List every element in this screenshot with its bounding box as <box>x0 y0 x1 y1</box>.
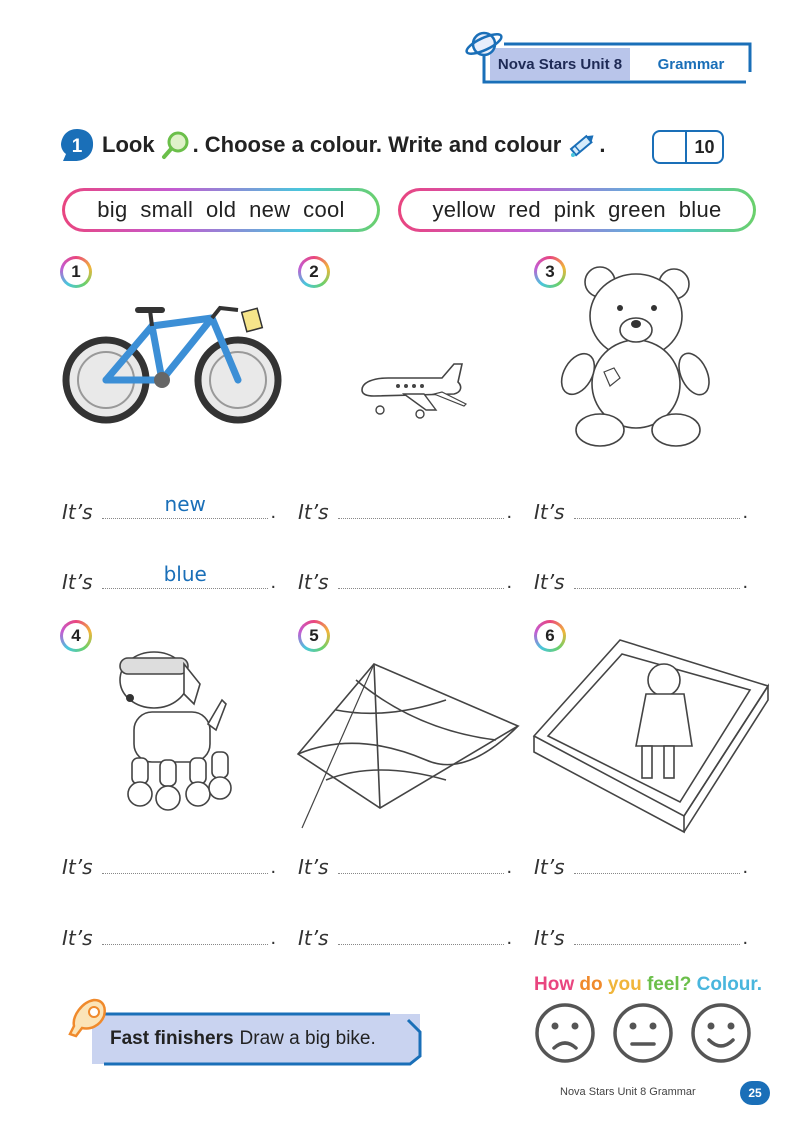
exercise-instruction <box>102 128 605 162</box>
answer-line-5b[interactable]: It’s . <box>298 926 512 950</box>
prompt-its: It’s <box>62 500 93 524</box>
item-number: 6 <box>537 623 563 649</box>
magnifier-icon <box>161 130 191 160</box>
instruction-part-2: . Choose a colour. Write and colour <box>192 132 562 157</box>
sad-face-icon[interactable] <box>534 1002 596 1064</box>
item-badge-2 <box>298 256 330 288</box>
answer-line-1a[interactable]: It’s new . <box>62 492 276 524</box>
feelings-word: How <box>534 974 575 995</box>
item-number: 5 <box>301 623 327 649</box>
unit-header <box>484 42 752 86</box>
exercise-number-badge <box>60 128 94 162</box>
answer-line-5a[interactable]: It’s . <box>298 855 512 879</box>
answer-line-3a[interactable]: It’s . <box>534 500 748 524</box>
prompt-its: It’s <box>298 855 329 879</box>
robot-dog-picture <box>104 640 244 816</box>
item-number: 4 <box>63 623 89 649</box>
score-value: 10 <box>694 136 715 157</box>
answer-line-4b[interactable]: It’s . <box>62 926 276 950</box>
prompt-its: It’s <box>534 500 565 524</box>
score-box <box>652 130 724 164</box>
item-number: 3 <box>537 259 563 285</box>
prompt-its: It’s <box>298 926 329 950</box>
prompt-its: It’s <box>62 926 93 950</box>
prompt-its: It’s <box>298 500 329 524</box>
word-bank-adjectives-text: big small old new cool <box>65 191 377 229</box>
page-number: 25 <box>740 1081 770 1105</box>
prompt-its: It’s <box>534 926 565 950</box>
prompt-its: It’s <box>534 570 565 594</box>
item-badge-5 <box>298 620 330 652</box>
planet-icon <box>464 26 504 62</box>
answer-line-2b[interactable]: It’s . <box>298 570 512 594</box>
feelings-word: do <box>579 974 603 995</box>
answer-line-3b[interactable]: It’s . <box>534 570 748 594</box>
word-bank-colours-text: yellow red pink green blue <box>401 191 753 229</box>
instruction-part-1: Look <box>102 132 155 157</box>
teddy-bear-picture <box>556 264 706 454</box>
pencil-icon <box>567 130 597 160</box>
feelings-title <box>534 974 762 996</box>
happy-face-icon[interactable] <box>690 1002 752 1064</box>
prompt-its: It’s <box>298 570 329 594</box>
answer-line-2a[interactable]: It’s . <box>298 500 512 524</box>
feelings-word: Colour. <box>696 974 763 995</box>
item-badge-1 <box>60 256 92 288</box>
fast-finishers-label: Fast finishers <box>110 1028 234 1049</box>
bicycle-picture <box>62 296 282 436</box>
rocket-icon <box>64 996 110 1042</box>
answer-text: new <box>164 492 206 516</box>
instruction-part-3: . <box>599 132 606 157</box>
feelings-word: feel? <box>646 974 692 995</box>
section-label: Grammar <box>657 55 725 73</box>
word-bank-adjectives <box>62 188 380 232</box>
unit-label: Nova Stars Unit 8 <box>490 48 630 80</box>
fast-finishers-box <box>90 1012 422 1066</box>
prompt-its: It’s <box>62 570 93 594</box>
item-number: 1 <box>63 259 89 285</box>
answer-line-1b[interactable]: It’s blue . <box>62 562 276 594</box>
neutral-face-icon[interactable] <box>612 1002 674 1064</box>
doll-in-box-picture <box>524 636 768 822</box>
prompt-its: It’s <box>62 855 93 879</box>
answer-line-6a[interactable]: It’s . <box>534 855 748 879</box>
word-bank-colours <box>398 188 756 232</box>
item-badge-4 <box>60 620 92 652</box>
fast-finishers-task: Draw a big bike. <box>239 1028 376 1049</box>
aeroplane-picture <box>354 360 470 426</box>
kite-picture <box>296 660 520 832</box>
footer-text: Nova Stars Unit 8 Grammar <box>560 1086 696 1098</box>
exercise-number: 1 <box>71 136 83 157</box>
prompt-its: It’s <box>534 855 565 879</box>
answer-text: blue <box>163 562 207 586</box>
item-number: 2 <box>301 259 327 285</box>
answer-line-6b[interactable]: It’s . <box>534 926 748 950</box>
feelings-word: you <box>607 974 642 995</box>
answer-line-4a[interactable]: It’s . <box>62 855 276 879</box>
